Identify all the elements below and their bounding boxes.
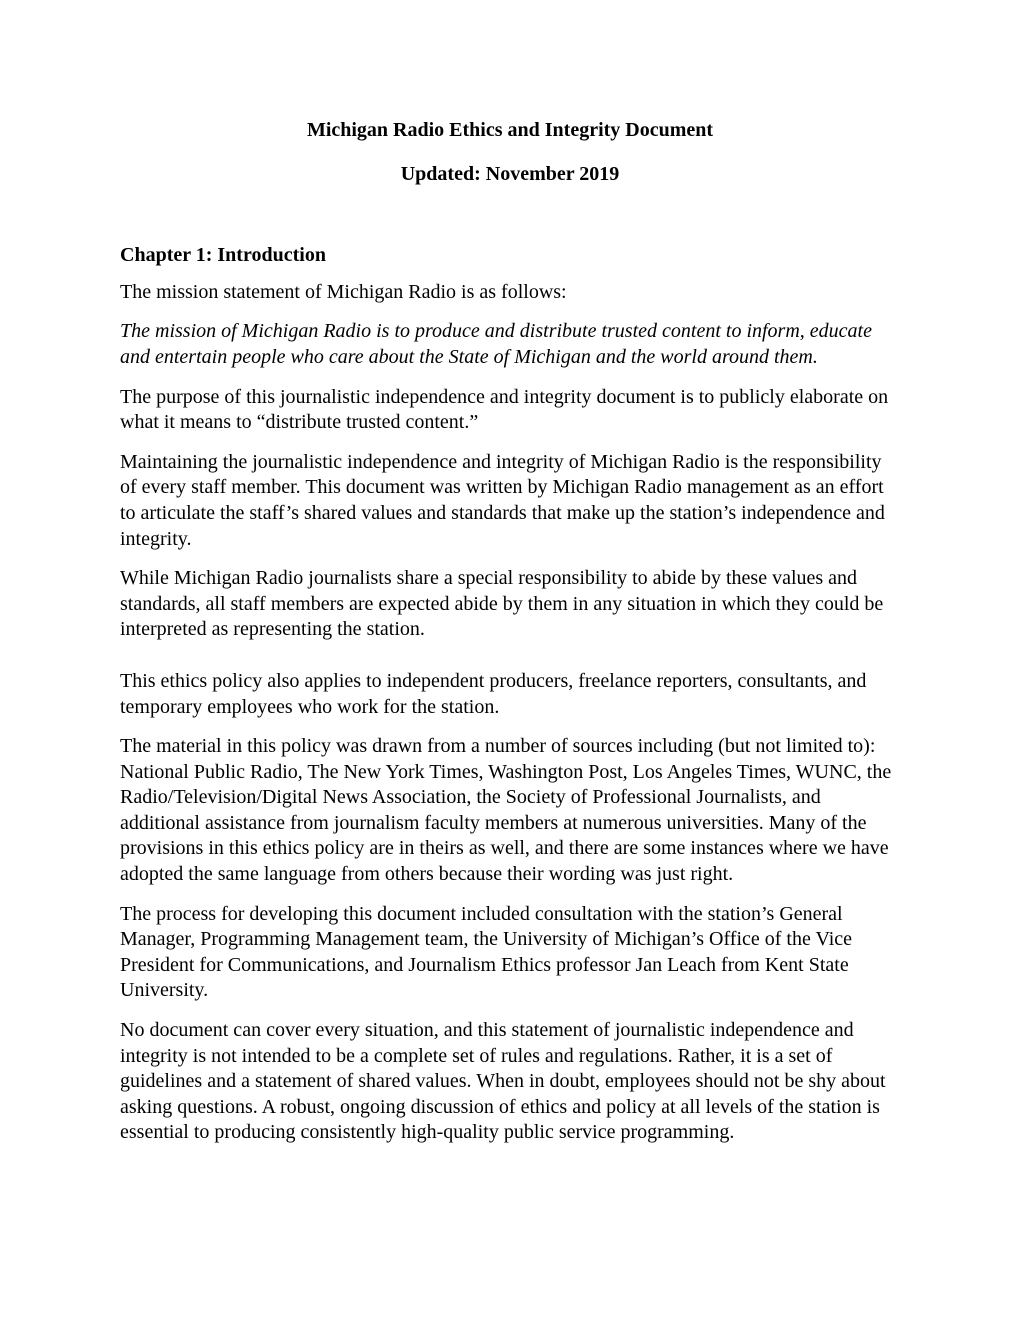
paragraph-guidelines: No document can cover every situation, and this statement of journalistic independence and integrity is not intended to be a complete set of rules and regulations. Rather, it is a set of guidelines and a statement of shared values. When in doubt, employees should not be shy about asking questions. A robust, ongoing discussion of ethics and policy at all levels of the station is essential to producing consistently high-quality public service programming. [120, 1019, 886, 1144]
paragraph-mission-intro: The mission statement of Michigan Radio is as follows: [120, 280, 567, 303]
paragraph-sources: The material in this policy was drawn from a number of sources including (but not limited to): National Public Radio, The New York Times, Washington Post, Los Angeles Times, WUNC, the Radio/Television/Digital News Association, the Society of Professional Journalists, and additional assistance from journalism faculty members at numerous universities. Many of the provisions in this ethics policy are in theirs as well, and there are some instances where we have adopted the same language from others because their wording was just right. [120, 735, 892, 886]
paragraph-applies-to: This ethics policy also applies to independent producers, freelance reporters, consultants, and temporary employees who work for the station. [120, 669, 867, 718]
paragraph-mission-statement: The mission of Michigan Radio is to produce and distribute trusted content to inform, educate and entertain people who care about the State of Michigan and the world around them. [120, 320, 872, 368]
paragraph-responsibility: While Michigan Radio journalists share a special responsibility to abide by these values and standards, all staff members are expected abide by them in any situation in which they could be interpreted as representing the station. [120, 567, 884, 641]
chapter-heading: Chapter 1: Introduction [120, 244, 326, 267]
paragraph-process: The process for developing this document included consultation with the station’s General Manager, Programming Management team, the University of Michigan’s Office of the Vice President for Communications, and Journalism Ethics professor Jan Leach from Kent State University. [120, 902, 853, 1002]
document-updated-line: Updated: November 2019 [400, 162, 620, 185]
paragraph-maintaining: Maintaining the journalistic independence and integrity of Michigan Radio is the responsibility of every staff member. This document was written by Michigan Radio management as an effort to articulate the staff’s shared values and standards that make up the station’s independence and integrity. [120, 450, 885, 550]
paragraph-purpose: The purpose of this journalistic independence and integrity document is to publicly elaborate on what it means to “distribute trusted content.” [120, 385, 889, 434]
document-title: Michigan Radio Ethics and Integrity Document [306, 119, 714, 141]
